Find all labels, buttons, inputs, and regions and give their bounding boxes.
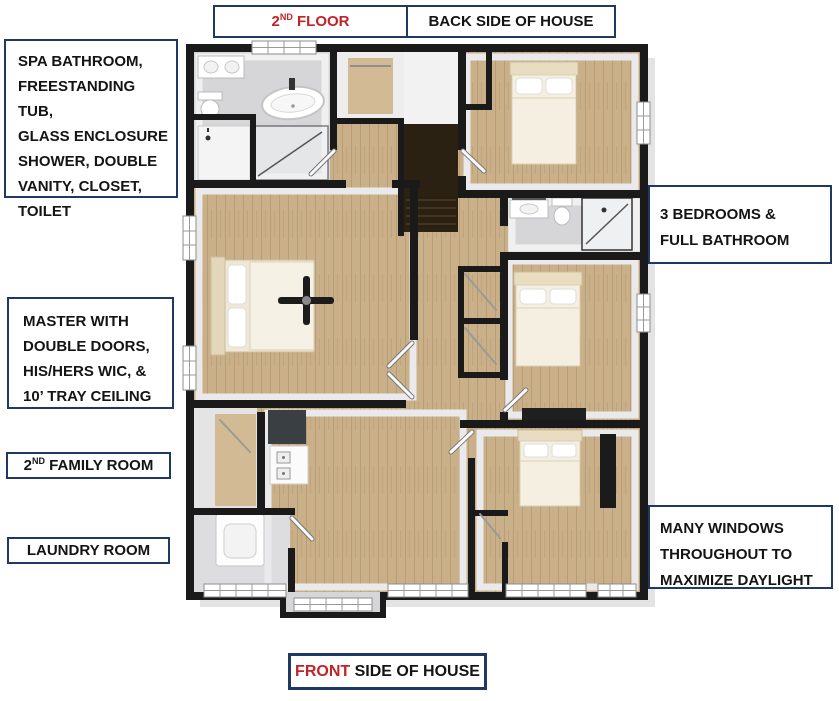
bed-1 xyxy=(510,62,578,164)
master-bed xyxy=(211,257,314,355)
master-label: MASTER WITH DOUBLE DOORS, HIS/HERS WIC, & 10’ TRAY CEILING xyxy=(7,297,174,409)
washer xyxy=(216,514,264,566)
back-side-label: BACK SIDE OF HOUSE xyxy=(406,5,616,38)
second-floor-label xyxy=(213,5,408,38)
bedroom2-dresser xyxy=(522,408,586,420)
shower-head-icon xyxy=(602,208,607,213)
stair-landing xyxy=(404,52,458,126)
bed-3 xyxy=(518,430,582,506)
spa-bathroom-label: SPA BATHROOM, FREESTANDING TUB, GLASS ENCLOSURE SHOWER, DOUBLE VANITY, CLOSET, TOILET xyxy=(4,39,178,198)
tub-faucet xyxy=(289,78,295,90)
front-side-label: FRONT SIDE OF HOUSE xyxy=(288,653,487,690)
laundry-room-label: LAUNDRY ROOM xyxy=(7,537,170,564)
bed-2 xyxy=(514,272,582,366)
flex-closet-wood xyxy=(215,414,256,506)
bath-vanity xyxy=(510,199,548,218)
glass-shower xyxy=(198,126,328,180)
family-room-label: 2ND FAMILY ROOM xyxy=(6,452,171,479)
windows-label: MANY WINDOWS THROUGHOUT TO MAXIMIZE DAYLIGHT xyxy=(648,505,833,589)
spa-vanity xyxy=(198,56,244,78)
shower-head-icon xyxy=(206,136,211,141)
bedrooms-label: 3 BEDROOMS & FULL BATHROOM xyxy=(648,185,832,264)
kitchenette xyxy=(268,410,308,484)
second-floor-text: 2ND FLOOR xyxy=(271,12,350,30)
bedroom3-tv xyxy=(600,434,616,508)
bath-toilet xyxy=(552,198,572,225)
bath-shower xyxy=(582,198,632,250)
